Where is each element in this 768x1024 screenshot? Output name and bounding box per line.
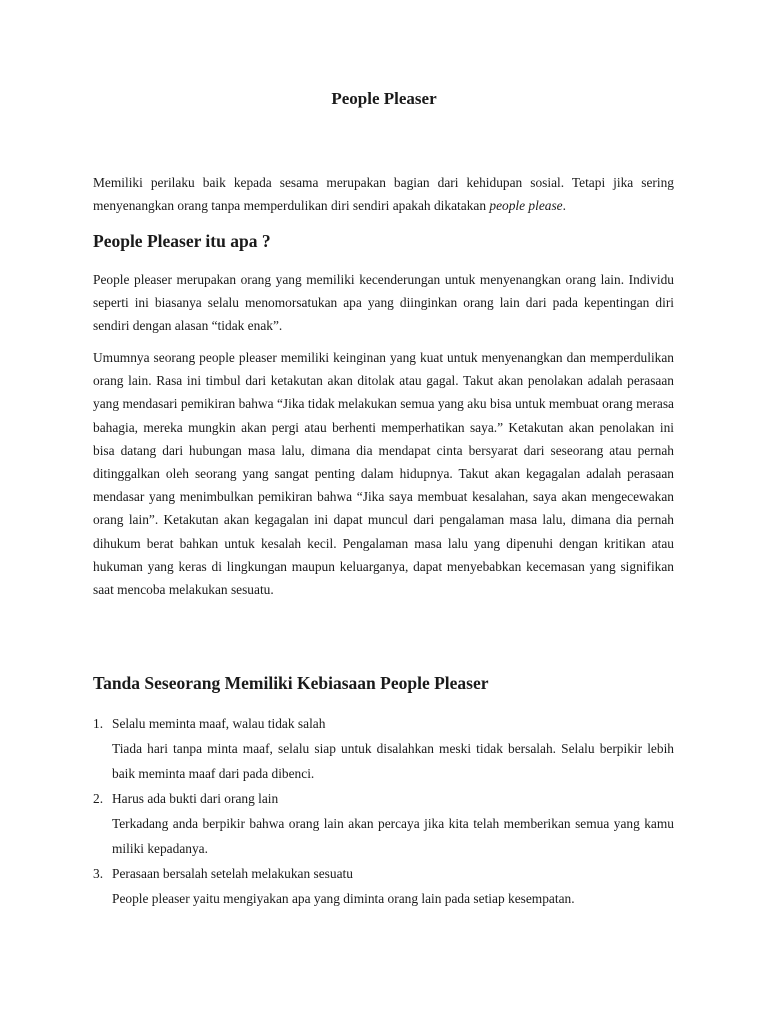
list-item-description: Terkadang anda berpikir bahwa orang lain akan percaya jika kita telah memberikan semua yang kamu miliki kepadanya. bbox=[112, 816, 674, 856]
list-item bbox=[93, 711, 674, 786]
list-item-title: Harus ada bukti dari orang lain bbox=[112, 791, 279, 806]
intro-paragraph bbox=[93, 171, 674, 217]
list-item-description: Tiada hari tanpa minta maaf, selalu siap untuk disalahkan meski tidak bersalah. Selalu berpikir lebih baik meminta maaf dari pada dibenci. bbox=[112, 741, 674, 781]
list-item bbox=[93, 861, 674, 911]
page-title: People Pleaser bbox=[331, 89, 437, 108]
intro-italic-term: people please bbox=[489, 198, 563, 214]
list-item-number: 3. bbox=[93, 866, 104, 881]
list-item-number: 1. bbox=[93, 716, 104, 731]
list-item-number: 2. bbox=[93, 791, 104, 806]
section-heading-what-is: People Pleaser itu apa ? bbox=[93, 231, 271, 251]
list-item-title: Perasaan bersalah setelah melakukan sesuatu bbox=[112, 866, 353, 881]
intro-text: Memiliki perilaku baik kepada sesama merupakan bagian dari kehidupan sosial. Tetapi jika sering menyenangkan orang tanpa memperdulikan diri sendiri apakah dikatakan bbox=[93, 175, 674, 214]
definition-paragraph: People pleaser merupakan orang yang memiliki kecenderungan untuk menyenangkan orang lain. Individu seperti ini biasanya selalu menomorsatukan apa yang diinginkan orang lain dari pada kepentingan diri sendiri dengan alasan “tidak enak”. bbox=[93, 272, 674, 334]
intro-end: . bbox=[562, 198, 566, 214]
causes-paragraph: Umumnya seorang people pleaser memiliki keinginan yang kuat untuk menyenangkan dan memperdulikan orang lain. Rasa ini timbul dari ketakutan akan ditolak atau gagal. Takut akan penolakan adalah perasaan yang mendasari pemikiran bahwa “Jika tidak melakukan semua yang aku bisa untuk membuat orang merasa bahagia, mereka mungkin akan pergi atau berhenti memperhatikan saya.” Ketakutan akan penolakan ini bisa datang dari hubungan masa lalu, dimana dia mendapat cinta bersyarat dari seseorang atau pernah ditinggalkan oleh seorang yang sangat penting dalam hidupnya. Takut akan kegagalan adalah perasaan mendasar yang menimbulkan pemikiran bahwa “Jika saya membuat kesalahan, saya akan mengecewakan orang lain”. Ketakutan akan kegagalan ini dapat muncul dari pengalaman masa lalu, dimana dia pernah dihukum berat bahkan untuk kesalah kecil. Pengalaman masa lalu yang dipenuhi dengan kritikan atau hukuman yang keras di lingkungan maupun keluarganya, dapat menyebabkan kecemasan yang signifikan saat mencoba melakukan sesuatu. bbox=[93, 350, 674, 598]
list-item-description: People pleaser yaitu mengiyakan apa yang diminta orang lain pada setiap kesempatan. bbox=[112, 891, 575, 906]
list-item bbox=[93, 786, 674, 861]
list-item-title: Selalu meminta maaf, walau tidak salah bbox=[112, 716, 326, 731]
section-heading-signs: Tanda Seseorang Memiliki Kebiasaan People Pleaser bbox=[93, 673, 489, 693]
signs-list bbox=[93, 711, 674, 911]
